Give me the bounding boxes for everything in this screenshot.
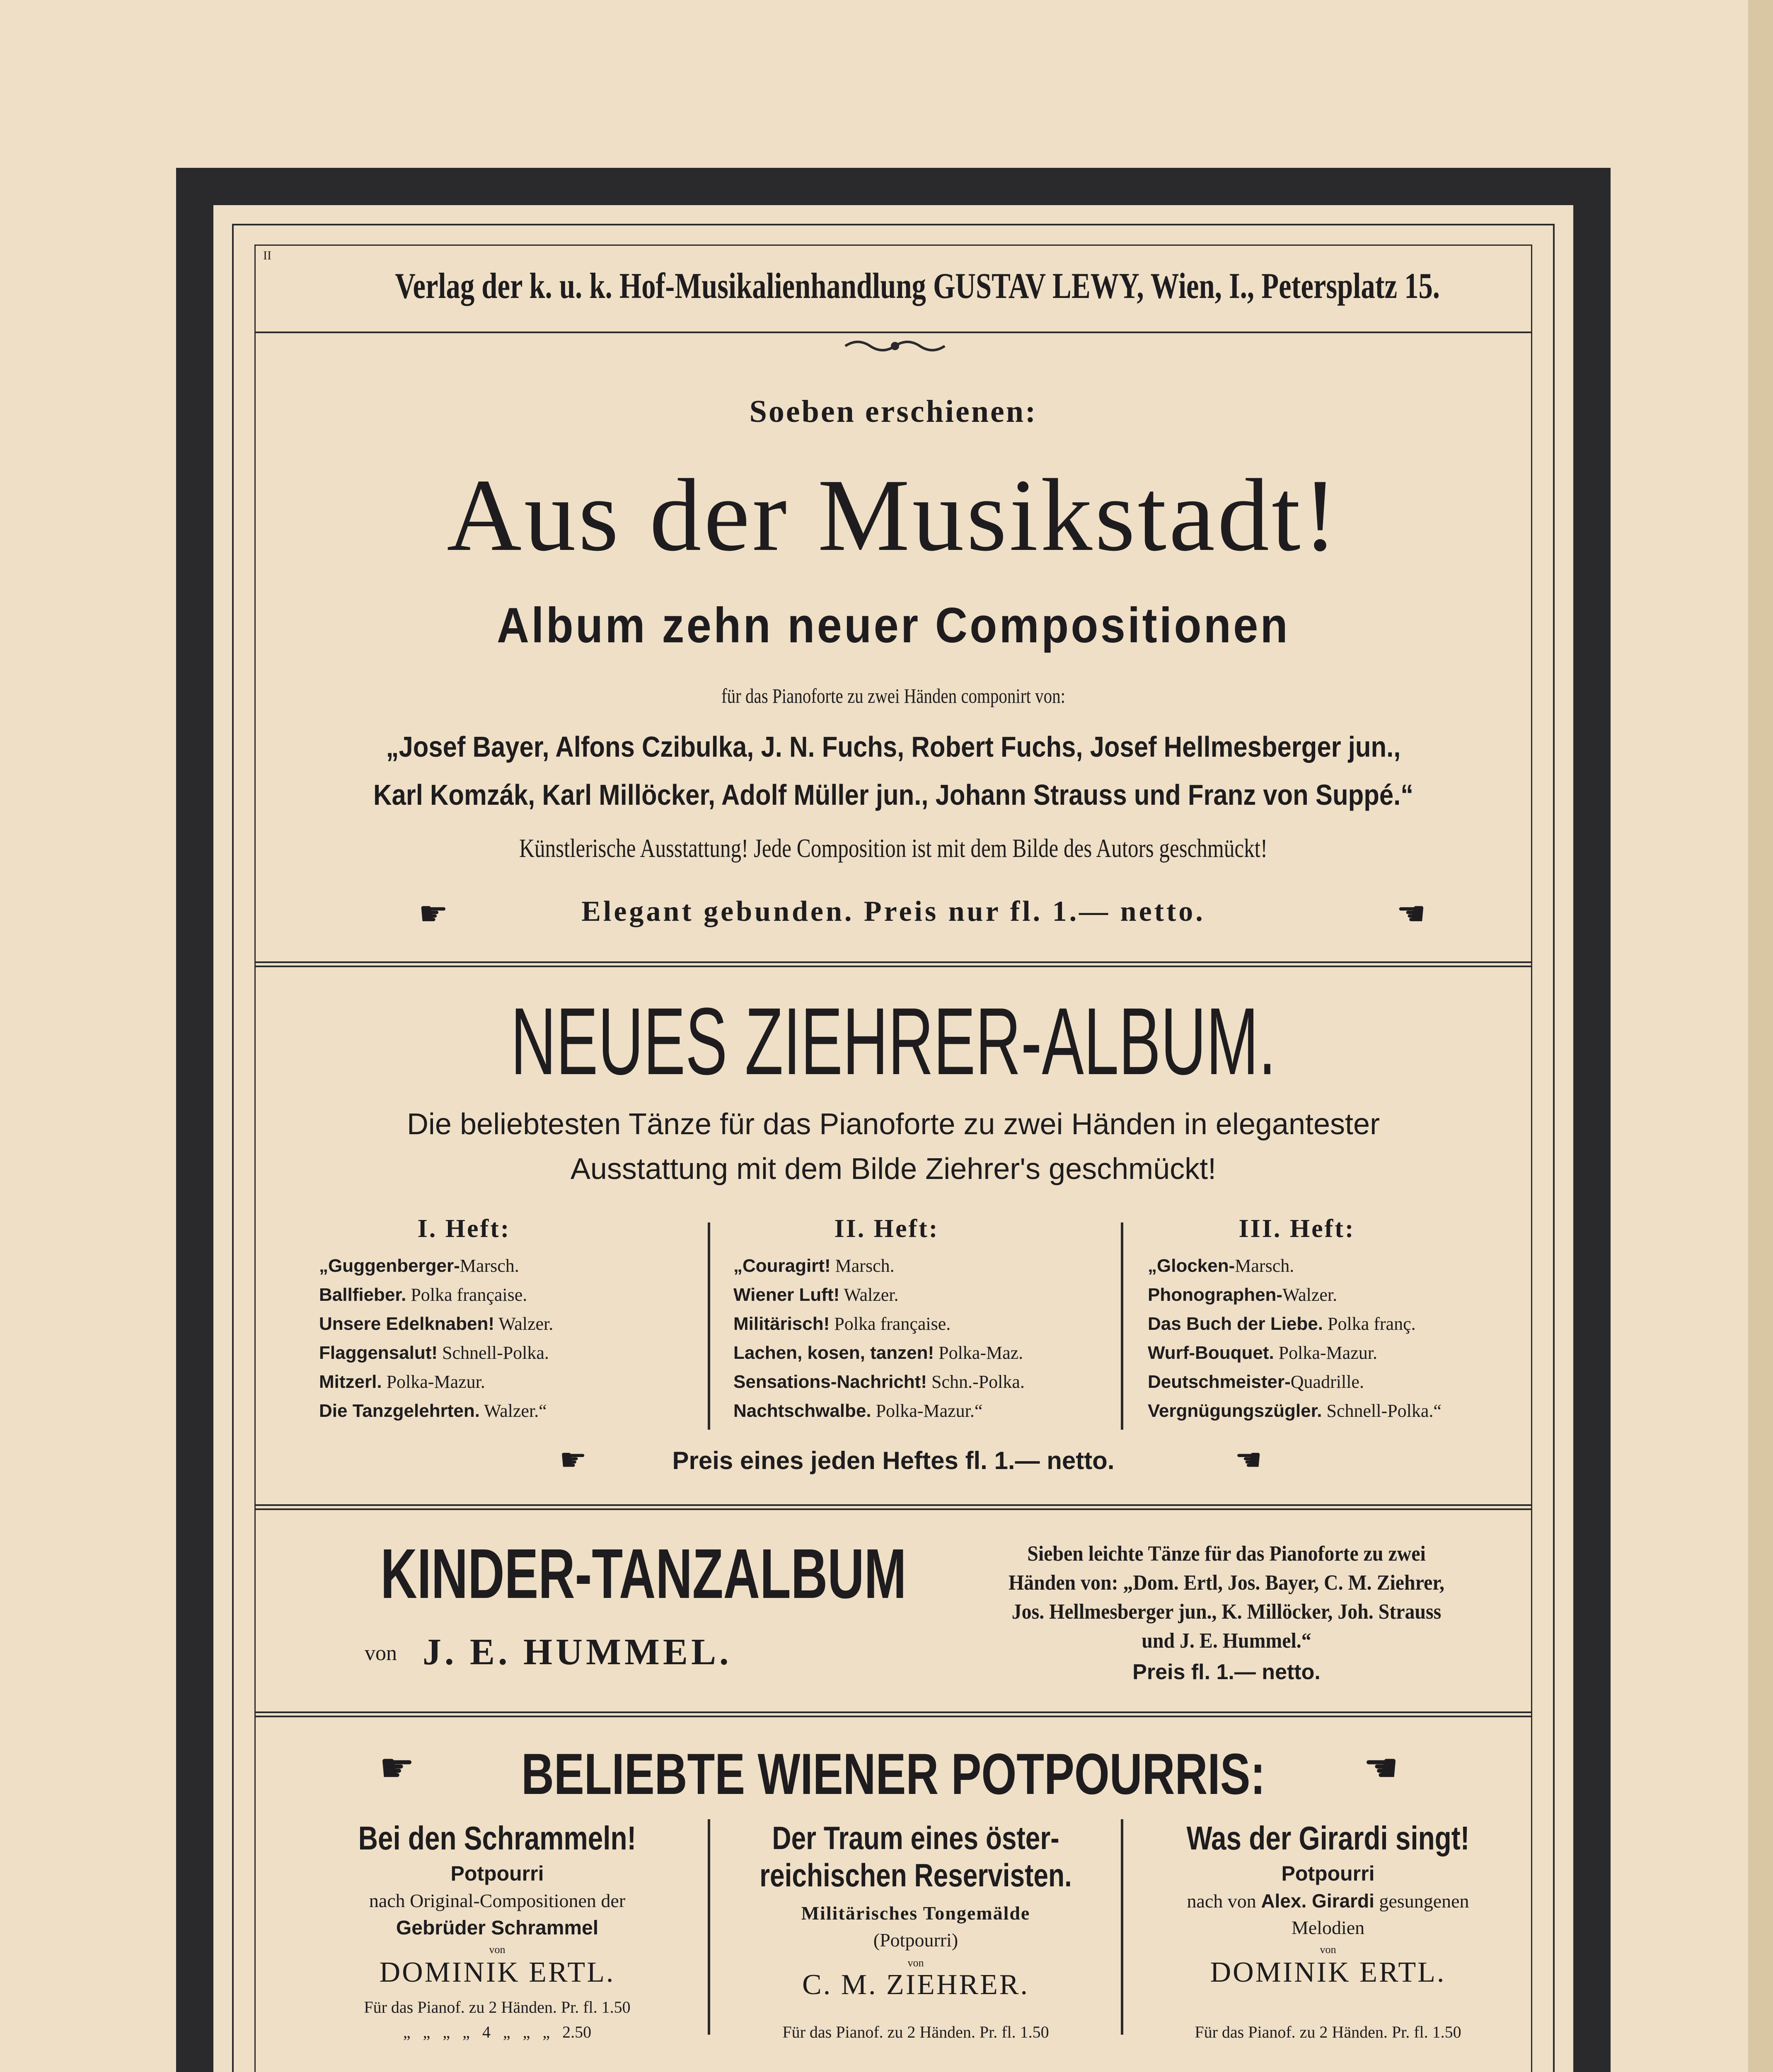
hand-left-icon: ☛ — [379, 1746, 415, 1790]
list-item: Ballfieber. Polka française. — [319, 1285, 527, 1305]
col1-price2: „ „ „ „ 4 „ „ „ 2.50 — [403, 2023, 592, 2041]
hand-right-icon: ☚ — [1396, 896, 1426, 932]
col2-title-1: Der Traum eines öster- — [772, 1820, 1059, 1856]
album1-composers-1: „Josef Bayer, Alfons Czibulka, J. N. Fuchs, Robert Fuchs, Josef Hellmesberger jun., — [386, 731, 1401, 763]
heft3-title: III. Heft: — [1238, 1215, 1355, 1243]
heft3-list — [1148, 1251, 1442, 1426]
kinder-desc-3: Jos. Hellmesberger jun., K. Millöcker, Joh. Strauss — [1011, 1600, 1442, 1624]
col3-line2: Melodien — [1291, 1917, 1365, 1938]
list-item: Deutschmeister-Quadrille. — [1148, 1372, 1364, 1392]
heft2-list — [733, 1251, 1025, 1426]
col2-von: von — [907, 1957, 924, 1969]
col2-price1: Für das Pianof. zu 2 Händen. Pr. fl. 1.50 — [782, 2023, 1049, 2041]
col1-line1: nach Original-Compositionen der — [369, 1890, 626, 1911]
col2-sub2: (Potpourri) — [873, 1929, 958, 1951]
rule-1 — [254, 961, 1532, 967]
list-item: Lachen, kosen, tanzen! Polka-Maz. — [733, 1343, 1023, 1363]
col3-price1: Für das Pianof. zu 2 Händen. Pr. fl. 1.50 — [1195, 2023, 1461, 2041]
hand-right-icon: ☚ — [1235, 1443, 1263, 1477]
page-mark: II — [263, 249, 271, 262]
list-item: Die Tanzgelehrten. Walzer.“ — [319, 1401, 547, 1421]
hand-right-icon: ☚ — [1363, 1746, 1399, 1790]
album1-artistic-note: Künstlerische Ausstattung! Jede Composition ist mit dem Bilde des Autors geschmückt! — [519, 833, 1268, 863]
list-item: Sensations-Nachricht! Schn.-Polka. — [733, 1372, 1025, 1392]
kinder-author: J. E. HUMMEL. — [423, 1631, 732, 1673]
kinder-desc-2: Händen von: „Dom. Ertl, Jos. Bayer, C. M. Ziehrer, — [1008, 1571, 1445, 1595]
col1-title: Bei den Schrammeln! — [358, 1820, 636, 1857]
heft1-list — [319, 1251, 553, 1426]
list-item: „Guggenberger-Marsch. — [319, 1256, 519, 1276]
list-item: Wurf-Bouquet. Polka-Mazur. — [1148, 1343, 1377, 1363]
heft-divider-1 — [708, 1222, 710, 1430]
publisher-header: Verlag der k. u. k. Hof-Musikalienhandlung GUSTAV LEWY, Wien, I., Petersplatz 15. — [395, 266, 1440, 306]
potpourri-divider-1 — [708, 1819, 710, 2035]
list-item: Unsere Edelknaben! Walzer. — [319, 1314, 554, 1334]
col3-title: Was der Girardi singt! — [1186, 1820, 1470, 1857]
ziehrer-price: Preis eines jeden Heftes fl. 1.— netto. — [672, 1447, 1115, 1474]
album1-subtitle: Album zehn neuer Compositionen — [496, 598, 1290, 653]
col1-composer: DOMINIK ERTL. — [379, 1956, 615, 1988]
col2-title-2: reichischen Reservisten. — [760, 1857, 1072, 1893]
list-item: „Glocken-Marsch. — [1148, 1256, 1294, 1276]
col2-sub: Militärisches Tongemälde — [801, 1903, 1030, 1924]
list-item: „Couragirt! Marsch. — [733, 1256, 895, 1276]
col1-price1: Für das Pianof. zu 2 Händen. Pr. fl. 1.50 — [364, 1998, 631, 2016]
col3-von: von — [1320, 1944, 1336, 1956]
col1-sub: Potpourri — [450, 1862, 544, 1885]
soeben-erschienen: Soeben erschienen: — [749, 394, 1038, 429]
ziehrer-desc-1: Die beliebtesten Tänze für das Pianoforte zu zwei Händen in elegantester — [406, 1108, 1380, 1141]
potpourri-title: BELIEBTE WIENER POTPOURRIS: — [521, 1741, 1265, 1806]
col1-von: von — [489, 1944, 506, 1956]
list-item: Militärisch! Polka française. — [733, 1314, 951, 1334]
kinder-desc-4: und J. E. Hummel.“ — [1142, 1629, 1311, 1653]
header-rule — [254, 332, 1532, 335]
col1-line2: Gebrüder Schrammel — [396, 1917, 599, 1939]
album1-title: Aus der Musikstadt! — [447, 458, 1340, 573]
heft1-title: I. Heft: — [417, 1215, 511, 1243]
list-item: Nachtschwalbe. Polka-Mazur.“ — [733, 1401, 983, 1421]
kinder-price: Preis fl. 1.— netto. — [1132, 1660, 1321, 1684]
heft2-title: II. Heft: — [834, 1215, 939, 1243]
hand-left-icon: ☛ — [559, 1443, 587, 1477]
col3-line1: nach von Alex. Girardi gesungenen — [1187, 1890, 1469, 1912]
rule-3 — [254, 1711, 1532, 1717]
heft-divider-2 — [1121, 1222, 1123, 1430]
album1-price: Elegant gebunden. Preis nur fl. 1.— netto. — [581, 896, 1205, 927]
album1-for-line: für das Pianoforte zu zwei Händen componirt von: — [721, 684, 1066, 707]
flourish-ornament — [841, 338, 949, 354]
list-item: Vergnügungszügler. Schnell-Polka.“ — [1148, 1401, 1442, 1421]
kinder-desc-1: Sieben leichte Tänze für das Pianoforte zu zwei — [1027, 1542, 1426, 1566]
ziehrer-desc-2: Ausstattung mit dem Bilde Ziehrer's geschmückt! — [570, 1152, 1217, 1186]
list-item: Mitzerl. Polka-Mazur. — [319, 1372, 485, 1392]
list-item: Wiener Luft! Walzer. — [733, 1285, 899, 1305]
col2-composer: C. M. ZIEHRER. — [802, 1969, 1029, 2001]
list-item: Flaggensalut! Schnell-Polka. — [319, 1343, 549, 1363]
list-item: Das Buch der Liebe. Polka franç. — [1148, 1314, 1416, 1334]
col3-composer: DOMINIK ERTL. — [1210, 1956, 1446, 1988]
ziehrer-title: NEUES ZIEHRER-ALBUM. — [510, 988, 1276, 1094]
album1-composers-2: Karl Komzák, Karl Millöcker, Adolf Müller jun., Johann Strauss und Franz von Suppé.“ — [373, 779, 1414, 811]
rule-2 — [254, 1504, 1532, 1510]
kinder-title: KINDER-TANZALBUM — [380, 1535, 907, 1613]
kinder-von: von — [365, 1641, 397, 1665]
hand-left-icon: ☛ — [418, 896, 448, 932]
list-item: Phonographen-Walzer. — [1148, 1285, 1338, 1305]
col3-sub: Potpourri — [1281, 1862, 1375, 1885]
paper-edge — [1748, 0, 1773, 2072]
